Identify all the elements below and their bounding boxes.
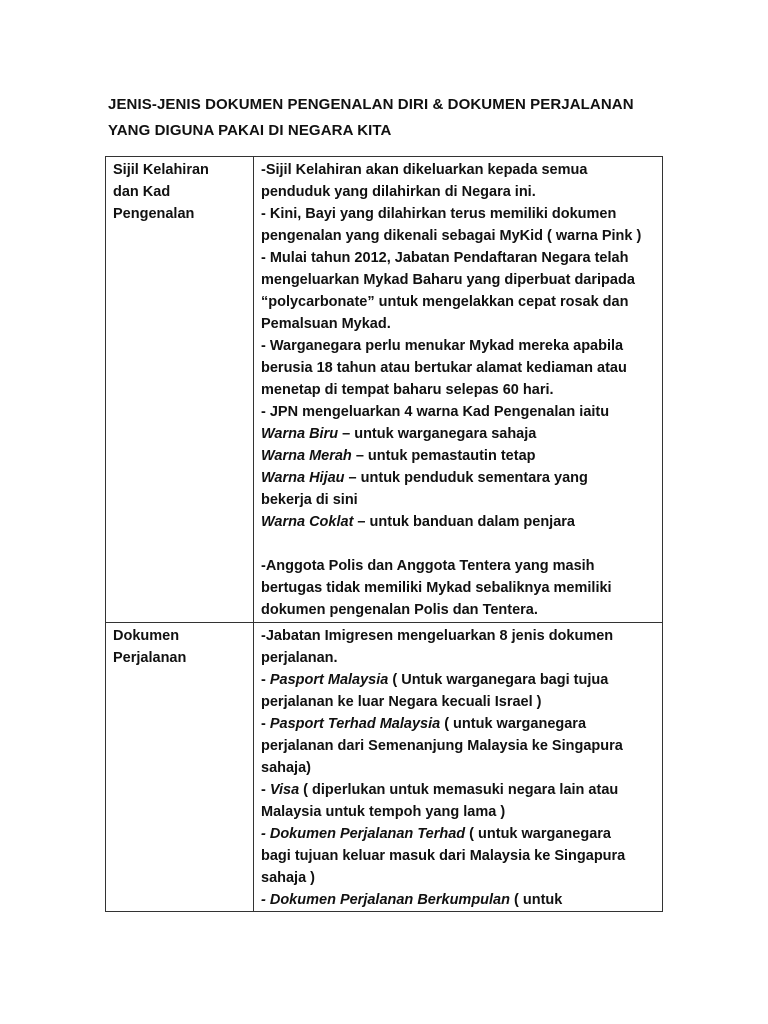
item-rest: ( untuk warganegara [440,716,587,732]
color-name: Warna Biru [261,426,339,442]
table-row-pengenalan [106,157,663,623]
color-desc: – untuk penduduk sementara yang [344,470,588,486]
content-line: -Jabatan Imigresen mengeluarkan 8 jenis dokumen [261,628,614,644]
item-prefix: - [261,782,270,798]
content-line: mengeluarkan Mykad Baharu yang diperbuat daripada [261,272,635,288]
item-visa [261,779,655,801]
item-name: Pasport Terhad Malaysia [269,716,441,732]
paragraph-gap [261,533,655,555]
row-label-pengenalan [106,157,254,623]
content-line: Pemalsuan Mykad. [261,316,391,332]
content-line: menetap di tempat baharu selepas 60 hari. [261,382,554,398]
content-line: pengenalan yang dikenali sebagai MyKid ( warna Pink ) [261,228,642,244]
item-name: Pasport Malaysia [269,672,389,688]
label-line: Sijil Kelahiran [113,162,209,178]
item-rest: ( diperlukan untuk memasuki negara lain atau [299,782,619,798]
color-desc: – untuk warganegara sahaja [338,426,537,442]
content-line: berusia 18 tahun atau bertukar alamat kediaman atau [261,360,627,376]
content-line: sahaja ) [261,870,315,886]
item-dokumen-perjalanan-berkumpulan [261,889,655,911]
content-line: perjalanan dari Semenanjung Malaysia ke Singapura [261,738,623,754]
label-line: Perjalanan [113,650,187,666]
content-line: - JPN mengeluarkan 4 warna Kad Pengenalan iaitu [261,404,610,420]
content-line: -Anggota Polis dan Anggota Tentera yang masih [261,558,595,574]
label-line: Dokumen [113,628,180,644]
title-line-2: YANG DIGUNA PAKAI DI NEGARA KITA [108,122,392,139]
color-line-hijau [261,467,655,489]
content-line: - Warganegara perlu menukar Mykad mereka apabila [261,338,624,354]
color-line-coklat [261,511,655,533]
row-label-perjalanan [106,623,254,912]
item-pasport-terhad [261,713,655,735]
color-name: Warna Coklat [261,514,354,530]
content-line: dokumen pengenalan Polis dan Tentera. [261,602,538,618]
document-table [105,156,663,912]
color-name: Warna Hijau [261,470,345,486]
color-desc: – untuk banduan dalam penjara [353,514,575,530]
title-line-1: JENIS-JENIS DOKUMEN PENGENALAN DIRI & DOKUMEN PERJALANAN [108,96,634,113]
color-name: Warna Merah [261,448,352,464]
item-pasport-malaysia [261,669,655,691]
item-name: Visa [269,782,300,798]
content-line: - Mulai tahun 2012, Jabatan Pendaftaran Negara telah [261,250,629,266]
content-line: perjalanan. [261,650,338,666]
item-rest: ( Untuk warganegara bagi tujua [388,672,609,688]
label-line: dan Kad [113,184,171,200]
content-line: “polycarbonate” untuk mengelakkan cepat rosak dan [261,294,629,310]
item-prefix: - [261,716,270,732]
table-row-perjalanan [106,623,663,912]
color-desc: – untuk pemastautin tetap [351,448,536,464]
color-line-merah [261,445,655,467]
content-line: - Kini, Bayi yang dilahirkan terus memiliki dokumen [261,206,617,222]
content-line: bekerja di sini [261,492,358,508]
item-prefix: - [261,672,270,688]
content-line: sahaja) [261,760,311,776]
item-name: - Dokumen Perjalanan Terhad [261,826,466,842]
label-line: Pengenalan [113,206,195,222]
item-name: - Dokumen Perjalanan Berkumpulan [261,892,510,908]
item-rest: ( untuk [509,892,563,908]
content-line: -Sijil Kelahiran akan dikeluarkan kepada semua [261,162,588,178]
content-line: perjalanan ke luar Negara kecuali Israel ) [261,694,542,710]
color-line-biru [261,423,655,445]
content-line: Malaysia untuk tempoh yang lama ) [261,804,506,820]
content-line: bertugas tidak memiliki Mykad sebaliknya memiliki [261,580,612,596]
content-line: bagi tujuan keluar masuk dari Malaysia ke Singapura [261,848,626,864]
row-content-perjalanan [254,623,663,912]
content-line: penduduk yang dilahirkan di Negara ini. [261,184,536,200]
item-dokumen-perjalanan-terhad [261,823,655,845]
item-rest: ( untuk warganegara [465,826,611,842]
row-content-pengenalan [254,157,663,623]
document-title [108,92,688,144]
